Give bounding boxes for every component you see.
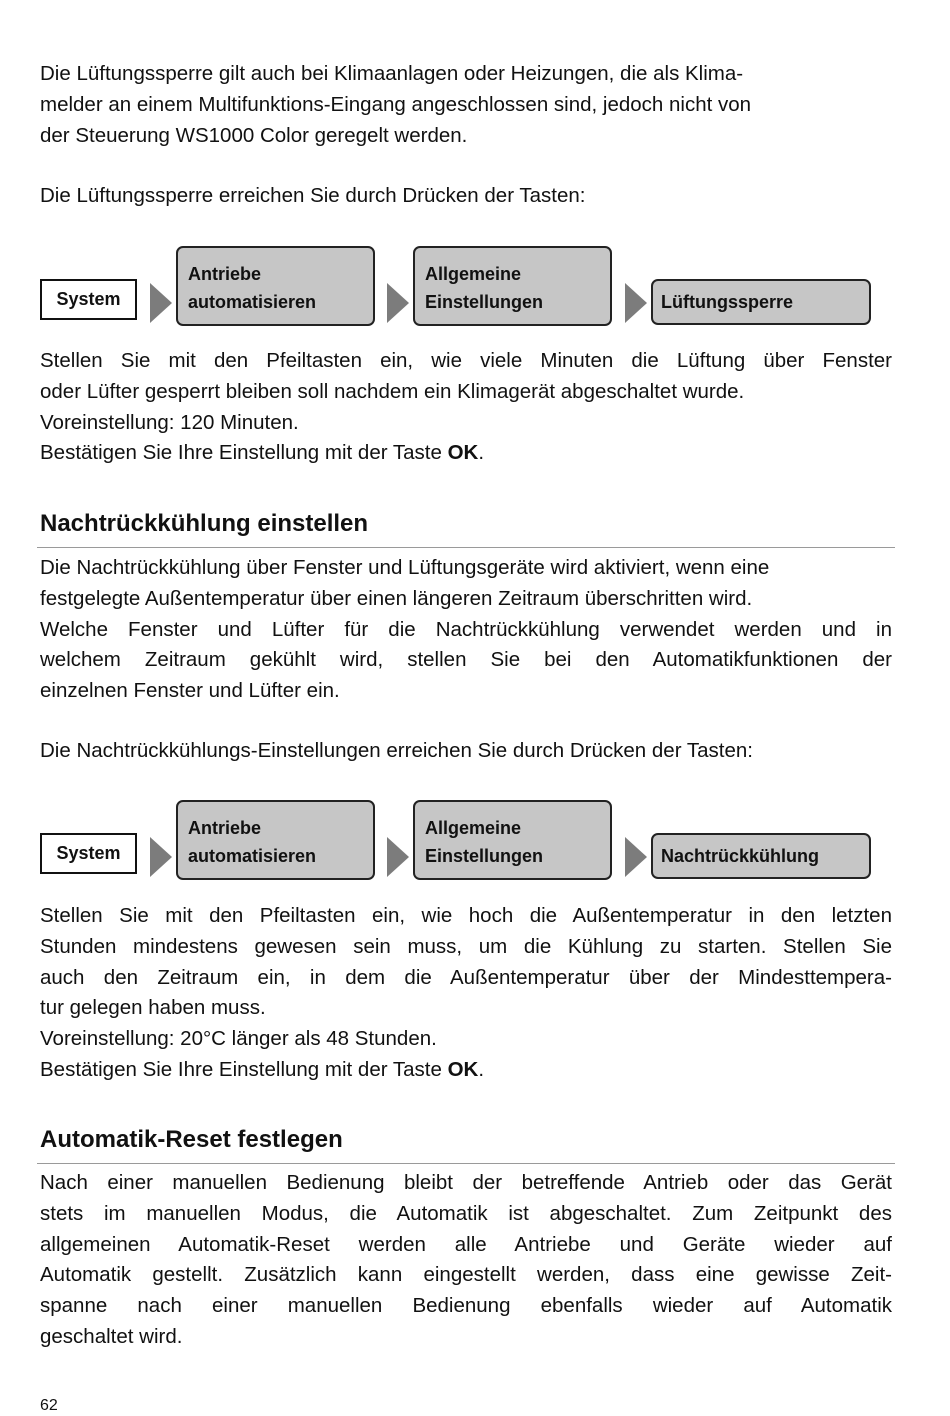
key-label-line: Einstellungen — [425, 846, 544, 866]
night-cooling-paragraph — [40, 553, 892, 707]
key-label-line: Antriebe — [188, 264, 262, 284]
intro-paragraph — [40, 59, 892, 151]
text-line: geschaltet wird. — [40, 1324, 183, 1348]
ventilation-lock-key: Lüftungssperre — [651, 279, 871, 325]
text-line: melder an einem Multifunktions-Eingang angeschlossen sind, jedoch nicht von — [40, 92, 752, 116]
ok-key-label: OK — [447, 441, 479, 465]
section-heading-night-cooling: Nachtrückkühlung einstellen — [40, 510, 369, 537]
key-label-line: Einstellungen — [425, 292, 544, 312]
night-cooling-instructions — [40, 901, 892, 1086]
confirm-line — [40, 1055, 892, 1086]
text-line: auch den Zeitraum ein, in dem die Außentemperatur über der Mindesttempera- — [40, 965, 892, 989]
arrow-right-icon — [625, 283, 647, 323]
arrow-right-icon — [150, 837, 172, 877]
confirm-period: . — [478, 441, 485, 465]
key-label-line: automatisieren — [188, 292, 317, 312]
text-line: festgelegte Außentemperatur über einen längeren Zeitraum überschritten wird. — [40, 586, 753, 610]
night-cooling-key: Nachtrückkühlung — [651, 833, 871, 879]
confirm-text: Bestätigen Sie Ihre Einstellung mit der Taste — [40, 441, 448, 465]
access-instruction: Die Nachtrückkühlungs-Einstellungen erreichen Sie durch Drücken der Tasten: — [40, 739, 753, 762]
arrow-right-icon — [150, 283, 172, 323]
automatic-reset-paragraph — [40, 1168, 892, 1353]
heading-divider — [37, 547, 895, 548]
arrow-right-icon — [387, 837, 409, 877]
key-label-line: Allgemeine — [425, 818, 522, 838]
text-line: stets im manuellen Modus, die Automatik ist abgeschaltet. Zum Zeitpunkt des — [40, 1201, 892, 1225]
text-line: einzelnen Fenster und Lüfter ein. — [40, 679, 340, 703]
text-line: Die Nachtrückkühlung über Fenster und Lüftungsgeräte wird aktiviert, wenn eine — [40, 556, 770, 579]
text-line: oder Lüfter gesperrt bleiben soll nachdem ein Klimagerät abgeschaltet wurde. — [40, 379, 745, 403]
text-line: Stunden mindestens gewesen sein muss, um die Kühlung zu starten. Stellen Sie — [40, 934, 892, 958]
confirm-text: Bestätigen Sie Ihre Einstellung mit der Taste — [40, 1057, 448, 1081]
text-line: Welche Fenster und Lüfter für die Nachtrückkühlung verwendet werden und in — [40, 617, 892, 641]
heading-divider — [37, 1163, 895, 1164]
arrow-right-icon — [625, 837, 647, 877]
text-line: Automatik gestellt. Zusätzlich kann eingestellt werden, dass eine gewisse Zeit- — [40, 1263, 892, 1287]
page-number: 62 — [40, 1397, 58, 1414]
text-line: Die Lüftungssperre gilt auch bei Klimaanlagen oder Heizungen, die als Klima- — [40, 62, 744, 85]
text-line: der Steuerung WS1000 Color geregelt werden. — [40, 123, 468, 147]
text-line: tur gelegen haben muss. — [40, 996, 266, 1020]
general-settings-key — [413, 800, 612, 880]
text-line: spanne nach einer manuellen Bedienung ebenfalls wieder auf Automatik — [40, 1294, 892, 1318]
section-heading-automatic-reset: Automatik-Reset festlegen — [40, 1126, 343, 1153]
text-line: welchem Zeitraum gekühlt wird, stellen Sie bei den Automatikfunktionen der — [40, 648, 892, 672]
default-setting: Voreinstellung: 20°C länger als 48 Stunden. — [40, 1027, 437, 1051]
ventilation-lock-instructions — [40, 346, 892, 469]
drives-automate-key — [176, 800, 375, 880]
default-setting: Voreinstellung: 120 Minuten. — [40, 410, 299, 434]
arrow-right-icon — [387, 283, 409, 323]
access-instruction: Die Lüftungssperre erreichen Sie durch Drücken der Tasten: — [40, 184, 586, 207]
confirm-line — [40, 438, 892, 469]
text-line: Nach einer manuellen Bedienung bleibt der betreffende Antrieb oder das Gerät — [40, 1171, 892, 1194]
ok-key-label: OK — [447, 1057, 479, 1081]
key-label-line: Antriebe — [188, 818, 262, 838]
key-sequence-night-cooling — [0, 800, 950, 884]
general-settings-key — [413, 246, 612, 326]
text-line: Stellen Sie mit den Pfeiltasten ein, wie viele Minuten die Lüftung über Fenster — [40, 349, 892, 372]
drives-automate-key — [176, 246, 375, 326]
key-sequence-ventilation-lock — [0, 246, 950, 330]
system-key: System — [40, 279, 137, 320]
key-label-line: automatisieren — [188, 846, 317, 866]
key-label-line: Allgemeine — [425, 264, 522, 284]
system-key: System — [40, 833, 137, 874]
text-line: Stellen Sie mit den Pfeiltasten ein, wie hoch die Außentemperatur in den letzten — [40, 904, 892, 927]
confirm-period: . — [478, 1057, 485, 1081]
text-line: allgemeinen Automatik-Reset werden alle Antriebe und Geräte wieder auf — [40, 1232, 892, 1256]
